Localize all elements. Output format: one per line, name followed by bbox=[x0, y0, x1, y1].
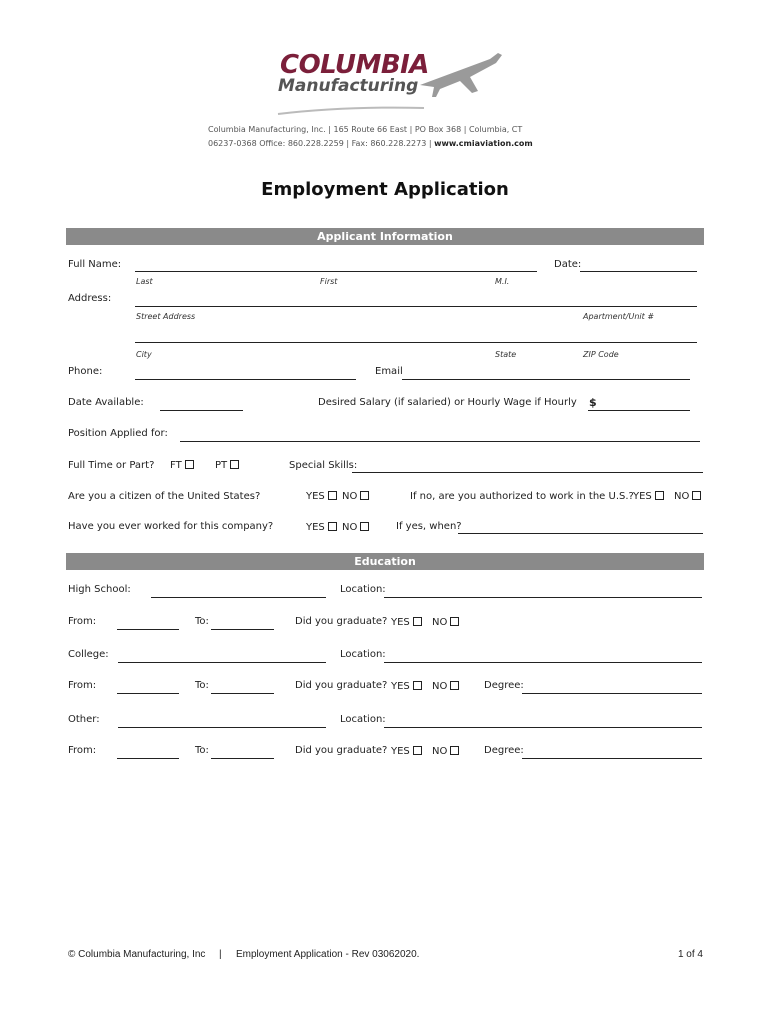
special-skills-field[interactable] bbox=[352, 472, 703, 473]
college-to-field[interactable] bbox=[211, 693, 274, 694]
high-school-field[interactable] bbox=[151, 597, 326, 598]
special-skills-label: Special Skills: bbox=[289, 460, 358, 471]
logo-line-1: COLUMBIA bbox=[280, 50, 429, 80]
other-no-option[interactable] bbox=[432, 746, 459, 757]
worked-before-question: Have you ever worked for this company? bbox=[68, 521, 274, 532]
desired-salary-field[interactable] bbox=[588, 410, 690, 411]
other-yes-option[interactable] bbox=[391, 746, 422, 757]
hs-no-option[interactable] bbox=[432, 617, 459, 628]
college-yes-checkbox[interactable] bbox=[413, 681, 422, 690]
citizen-no-checkbox[interactable] bbox=[360, 491, 369, 500]
zip-caption: ZIP Code bbox=[583, 350, 619, 359]
phone-field[interactable] bbox=[135, 379, 356, 380]
hs-to-field[interactable] bbox=[211, 629, 274, 630]
college-no-checkbox[interactable] bbox=[450, 681, 459, 690]
worked-yes-checkbox[interactable] bbox=[328, 522, 337, 531]
worked-no-option[interactable] bbox=[342, 522, 369, 533]
apartment-caption: Apartment/Unit # bbox=[583, 312, 655, 321]
hs-no-label: NO bbox=[432, 617, 448, 628]
hs-to-label: To: bbox=[195, 616, 209, 627]
page-title: Employment Application bbox=[261, 179, 509, 200]
high-school-label: High School: bbox=[68, 584, 131, 595]
desired-salary-label: Desired Salary (if salaried) or Hourly Wage if Hourly bbox=[318, 397, 577, 408]
hs-location-field[interactable] bbox=[384, 597, 702, 598]
state-caption: State bbox=[495, 350, 517, 359]
street-address-field[interactable] bbox=[135, 306, 697, 307]
email-field[interactable] bbox=[402, 379, 690, 380]
middle-initial-caption: M.I. bbox=[495, 277, 510, 286]
college-graduate-label: Did you graduate? bbox=[295, 680, 388, 691]
ft-option[interactable] bbox=[170, 460, 194, 471]
city-state-zip-field[interactable] bbox=[135, 342, 697, 343]
college-from-label: From: bbox=[68, 680, 97, 691]
pt-option[interactable] bbox=[215, 460, 239, 471]
if-yes-when-label: If yes, when? bbox=[396, 521, 462, 532]
college-no-option[interactable] bbox=[432, 681, 459, 692]
address-label: Address: bbox=[68, 293, 112, 304]
section-header-education: Education bbox=[66, 553, 704, 570]
hs-graduate-label: Did you graduate? bbox=[295, 616, 388, 627]
position-field[interactable] bbox=[180, 441, 700, 442]
worked-no-label: NO bbox=[342, 522, 358, 533]
last-name-caption: Last bbox=[136, 277, 153, 286]
college-yes-option[interactable] bbox=[391, 681, 422, 692]
authorized-yes-checkbox[interactable] bbox=[655, 491, 664, 500]
worked-yes-option[interactable] bbox=[306, 522, 337, 533]
street-address-caption: Street Address bbox=[136, 312, 196, 321]
other-graduate-label: Did you graduate? bbox=[295, 745, 388, 756]
other-location-label: Location: bbox=[340, 714, 386, 725]
other-no-checkbox[interactable] bbox=[450, 746, 459, 755]
company-address-line-2 bbox=[208, 139, 533, 148]
citizen-no-option[interactable] bbox=[342, 491, 369, 502]
worked-when-field[interactable] bbox=[458, 533, 703, 534]
authorized-no-option[interactable] bbox=[674, 491, 701, 502]
ft-checkbox[interactable] bbox=[185, 460, 194, 469]
citizen-question: Are you a citizen of the United States? bbox=[68, 491, 261, 502]
date-available-label: Date Available: bbox=[68, 397, 144, 408]
hs-yes-checkbox[interactable] bbox=[413, 617, 422, 626]
authorized-question: If no, are you authorized to work in the U.S.? bbox=[410, 491, 634, 502]
first-name-caption: First bbox=[320, 277, 338, 286]
other-location-field[interactable] bbox=[384, 727, 702, 728]
logo-line-2: Manufacturing bbox=[278, 76, 419, 96]
other-to-label: To: bbox=[195, 745, 209, 756]
college-degree-label: Degree: bbox=[484, 680, 524, 691]
footer-page-number: 1 of 4 bbox=[677, 949, 703, 960]
citizen-yes-checkbox[interactable] bbox=[328, 491, 337, 500]
section-header-applicant: Applicant Information bbox=[66, 228, 704, 245]
hs-yes-option[interactable] bbox=[391, 617, 422, 628]
citizen-yes-label: YES bbox=[306, 491, 325, 502]
footer-revision: Employment Application - Rev 03062020. bbox=[236, 949, 420, 960]
city-caption: City bbox=[136, 350, 152, 359]
full-name-field[interactable] bbox=[135, 271, 537, 272]
college-yes-label: YES bbox=[391, 681, 410, 692]
citizen-yes-option[interactable] bbox=[306, 491, 337, 502]
other-yes-label: YES bbox=[391, 746, 410, 757]
other-field[interactable] bbox=[118, 727, 326, 728]
other-yes-checkbox[interactable] bbox=[413, 746, 422, 755]
website-link[interactable]: www.cmiaviation.com bbox=[434, 139, 533, 148]
authorized-yes-option[interactable] bbox=[633, 491, 664, 502]
college-no-label: NO bbox=[432, 681, 448, 692]
citizen-no-label: NO bbox=[342, 491, 358, 502]
other-no-label: NO bbox=[432, 746, 448, 757]
date-label: Date: bbox=[554, 259, 582, 270]
contact-numbers: 06237-0368 Office: 860.228.2259 | Fax: 860.228.2273 | bbox=[208, 139, 432, 148]
email-label: Email bbox=[375, 366, 403, 377]
college-degree-field[interactable] bbox=[522, 693, 702, 694]
college-location-label: Location: bbox=[340, 649, 386, 660]
hs-location-label: Location: bbox=[340, 584, 386, 595]
pt-checkbox[interactable] bbox=[230, 460, 239, 469]
other-degree-field[interactable] bbox=[522, 758, 702, 759]
swoosh-icon bbox=[276, 104, 426, 118]
hs-from-field[interactable] bbox=[117, 629, 179, 630]
hs-no-checkbox[interactable] bbox=[450, 617, 459, 626]
worked-yes-label: YES bbox=[306, 522, 325, 533]
ft-label: FT bbox=[170, 460, 182, 471]
company-logo bbox=[280, 50, 429, 96]
hs-yes-label: YES bbox=[391, 617, 410, 628]
other-degree-label: Degree: bbox=[484, 745, 524, 756]
date-available-field[interactable] bbox=[160, 410, 243, 411]
full-or-part-label: Full Time or Part? bbox=[68, 460, 155, 471]
worked-no-checkbox[interactable] bbox=[360, 522, 369, 531]
college-location-field[interactable] bbox=[384, 662, 702, 663]
other-to-field[interactable] bbox=[211, 758, 274, 759]
other-from-label: From: bbox=[68, 745, 97, 756]
footer-separator: | bbox=[219, 949, 222, 960]
other-from-field[interactable] bbox=[117, 758, 179, 759]
college-to-label: To: bbox=[195, 680, 209, 691]
other-label: Other: bbox=[68, 714, 100, 725]
date-field[interactable] bbox=[580, 271, 697, 272]
hs-from-label: From: bbox=[68, 616, 97, 627]
pt-label: PT bbox=[215, 460, 228, 471]
position-label: Position Applied for: bbox=[68, 428, 168, 439]
authorized-no-label: NO bbox=[674, 491, 690, 502]
footer-copyright: © Columbia Manufacturing, Inc bbox=[68, 949, 206, 960]
phone-label: Phone: bbox=[68, 366, 103, 377]
authorized-yes-label: YES bbox=[633, 491, 652, 502]
company-address-line-1: Columbia Manufacturing, Inc. | 165 Route 66 East | PO Box 368 | Columbia, CT bbox=[208, 125, 523, 134]
authorized-no-checkbox[interactable] bbox=[692, 491, 701, 500]
dollar-sign: $ bbox=[589, 396, 597, 409]
college-from-field[interactable] bbox=[117, 693, 179, 694]
full-name-label: Full Name: bbox=[68, 259, 122, 270]
college-label: College: bbox=[68, 649, 109, 660]
college-field[interactable] bbox=[118, 662, 326, 663]
